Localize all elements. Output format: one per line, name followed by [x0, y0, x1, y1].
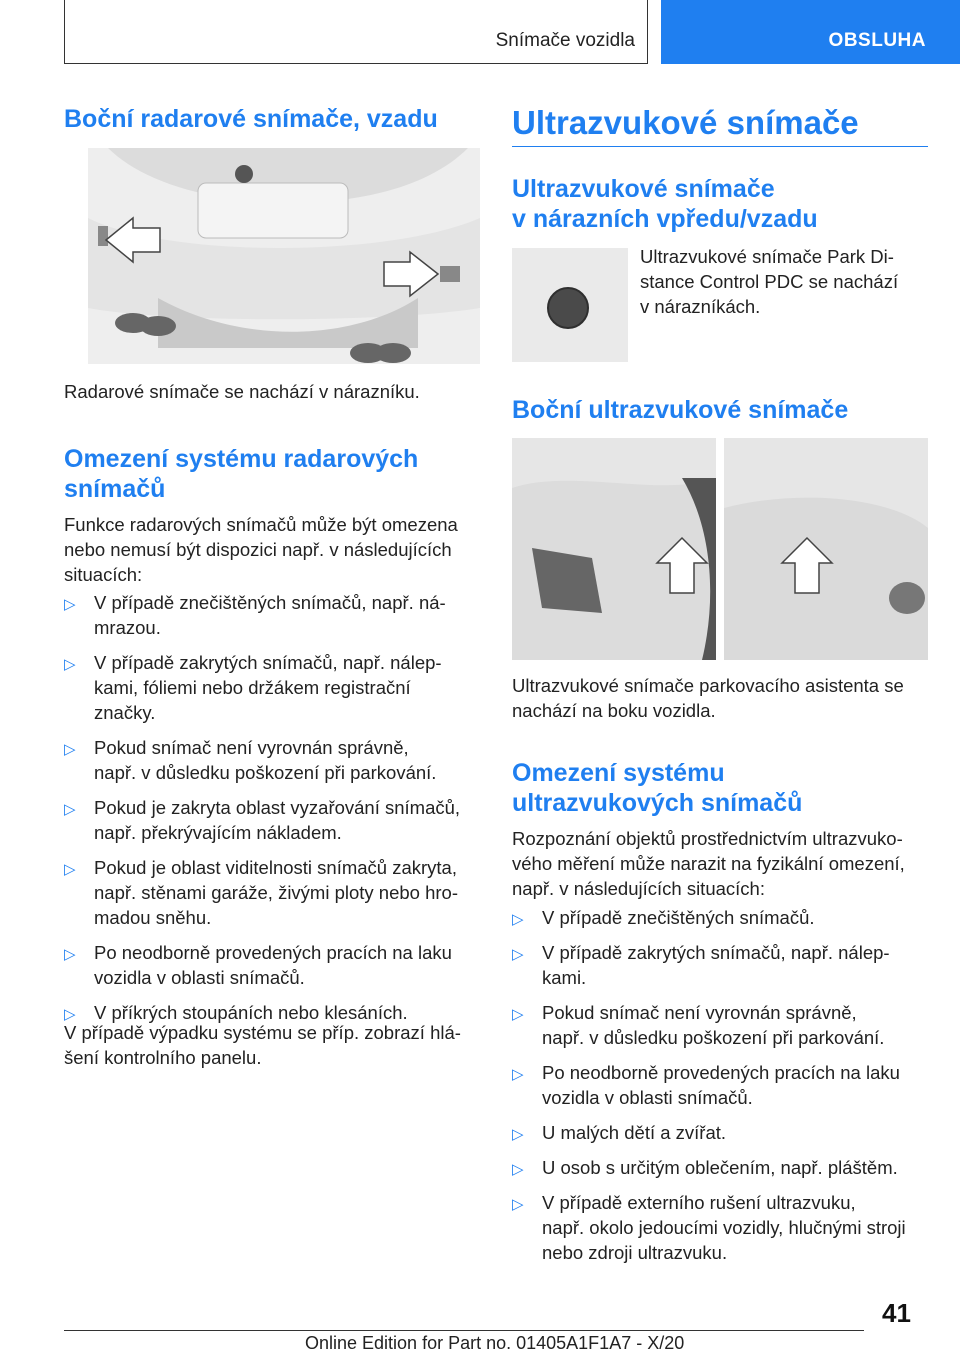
list-item-line: Pokud snímač není vyrovnán správně,	[542, 1002, 857, 1023]
list-item-line: např. v důsledku poškození při parkování.	[94, 762, 437, 783]
list-item-line: V případě zakrytých snímačů, např. nálep-	[542, 942, 890, 963]
intro-line: vého měření může narazit na fyzikální omezení,	[512, 853, 905, 874]
heading-radar-limits	[64, 444, 480, 504]
list-item	[512, 1190, 932, 1265]
caption-line: nachází na boku vozidla.	[512, 700, 716, 721]
pdc-description	[640, 244, 930, 319]
heading-line: Omezení systému	[512, 759, 725, 787]
triangle-bullet-icon: ▷	[512, 1196, 524, 1213]
header-section-tab	[64, 0, 648, 64]
triangle-bullet-icon: ▷	[512, 1126, 524, 1143]
chapter-title: OBSLUHA	[828, 30, 926, 51]
title-underline	[512, 146, 928, 147]
intro-line: nebo nemusí být dispozici např. v následujících	[64, 539, 452, 560]
footer-divider	[64, 1330, 864, 1331]
list-item-line: Po neodborně provedených pracích na laku	[542, 1062, 900, 1083]
list-item-line: vozidla v oblasti snímačů.	[94, 967, 305, 988]
page-number: 41	[882, 1298, 911, 1328]
intro-line: Funkce radarových snímačů může být omezena	[64, 514, 458, 535]
heading-side-ultrasonic: Boční ultrazvukové snímače	[512, 396, 849, 424]
ultrasonic-limits-intro	[512, 826, 932, 901]
list-item	[512, 905, 932, 930]
list-item-line: značky.	[94, 702, 156, 723]
triangle-bullet-icon: ▷	[512, 946, 524, 963]
heading-ultrasonic-limits	[512, 758, 928, 818]
intro-line: např. v následujících situacích:	[512, 878, 765, 899]
list-item	[512, 1000, 932, 1050]
list-item-line: např. stěnami garáže, živými ploty nebo hro-	[94, 882, 459, 903]
triangle-bullet-icon: ▷	[64, 741, 76, 758]
heading-line: ultrazvukových snímačů	[512, 789, 803, 817]
list-item-line: V případě zakrytých snímačů, např. nálep-	[94, 652, 442, 673]
list-item-line: Po neodborně provedených pracích na laku	[94, 942, 452, 963]
section-title: Snímače vozidla	[495, 30, 635, 51]
list-item	[512, 940, 932, 990]
radar-limits-intro	[64, 512, 480, 587]
list-item-line: V příkrých stoupáních nebo klesáních.	[94, 1002, 408, 1023]
caption-line: Ultrazvukové snímače parkovacího asistenta se	[512, 675, 904, 696]
page-title: Ultrazvukové snímače	[512, 104, 859, 141]
list-item	[512, 1120, 932, 1145]
list-item-line: Pokud je oblast viditelnosti snímačů zakryta,	[94, 857, 457, 878]
list-item	[64, 795, 484, 845]
list-item	[512, 1060, 932, 1110]
pdc-line: stance Control PDC se nachází	[640, 271, 899, 292]
radar-limits-list	[64, 590, 484, 1035]
rear-radar-caption: Radarové snímače se nachází v nárazníku.	[64, 381, 420, 402]
heading-line: Ultrazvukové snímače	[512, 175, 775, 203]
pdc-line: Ultrazvukové snímače Park Di-	[640, 246, 894, 267]
list-item-line: V případě externího rušení ultrazvuku,	[542, 1192, 856, 1213]
triangle-bullet-icon: ▷	[64, 946, 76, 963]
intro-line: Rozpoznání objektů prostřednictvím ultrazvuko-	[512, 828, 903, 849]
list-item-line: kami, fóliemi nebo držákem registrační	[94, 677, 411, 698]
triangle-bullet-icon: ▷	[64, 861, 76, 878]
list-item-line: Pokud snímač není vyrovnán správně,	[94, 737, 409, 758]
list-item-line: V případě znečištěných snímačů, např. ná-	[94, 592, 446, 613]
outro-line: V případě výpadku systému se příp. zobrazí hlá-	[64, 1022, 461, 1043]
list-item	[64, 940, 484, 990]
list-item-line: kami.	[542, 967, 587, 988]
list-item-line: např. okolo jedoucími vozidly, hlučnými stroji	[542, 1217, 906, 1238]
heading-front-rear-ultrasonic	[512, 174, 928, 234]
footer-edition: Online Edition for Part no. 01405A1F1A7 - X/20	[305, 1333, 685, 1353]
triangle-bullet-icon: ▷	[64, 801, 76, 818]
list-item-line: mrazou.	[94, 617, 161, 638]
outro-line: šení kontrolního panelu.	[64, 1047, 262, 1068]
triangle-bullet-icon: ▷	[512, 1161, 524, 1178]
list-item-line: V případě znečištěných snímačů.	[542, 907, 815, 928]
ultrasonic-limits-list	[512, 905, 932, 1275]
triangle-bullet-icon: ▷	[512, 1006, 524, 1023]
rear-bumper-image	[88, 148, 480, 364]
heading-radar-limits-line1: Omezení systému radarových	[64, 445, 419, 473]
heading-rear-radar-sensors: Boční radarové snímače, vzadu	[64, 105, 438, 133]
pdc-line: v nárazníkách.	[640, 296, 761, 317]
header-chapter-tab	[661, 0, 960, 64]
side-sensors-caption	[512, 673, 932, 723]
list-item-line: vozidla v oblasti snímačů.	[542, 1087, 753, 1108]
list-item-line: madou sněhu.	[94, 907, 212, 928]
list-item	[64, 855, 484, 930]
list-item	[64, 590, 484, 640]
list-item-line: U malých dětí a zvířat.	[542, 1122, 727, 1143]
pdc-sensor-icon	[512, 248, 628, 362]
side-sensors-illustration	[512, 438, 928, 660]
list-item-line: Pokud je zakryta oblast vyzařování snímačů,	[94, 797, 461, 818]
heading-line: v nárazních vpředu/vzadu	[512, 205, 818, 233]
triangle-bullet-icon: ▷	[64, 656, 76, 673]
triangle-bullet-icon: ▷	[512, 911, 524, 928]
heading-radar-limits-line2: snímačů	[64, 475, 166, 503]
pdc-sensor-image	[512, 248, 628, 362]
triangle-bullet-icon: ▷	[512, 1066, 524, 1083]
list-item-line: např. překrývajícím nákladem.	[94, 822, 342, 843]
radar-failure-note	[64, 1020, 484, 1070]
intro-line: situacích:	[64, 564, 143, 585]
list-item	[64, 735, 484, 785]
triangle-bullet-icon: ▷	[64, 596, 76, 613]
list-item	[512, 1155, 932, 1180]
triangle-bullet-icon: ▷	[64, 1006, 76, 1023]
list-item-line: U osob s určitým oblečením, např. pláštěm.	[542, 1157, 898, 1178]
side-sensors-image	[512, 438, 928, 660]
list-item	[64, 650, 484, 725]
rear-bumper-illustration	[88, 148, 480, 364]
list-item-line: např. v důsledku poškození při parkování.	[542, 1027, 885, 1048]
list-item-line: nebo zdroji ultrazvuku.	[542, 1242, 728, 1263]
